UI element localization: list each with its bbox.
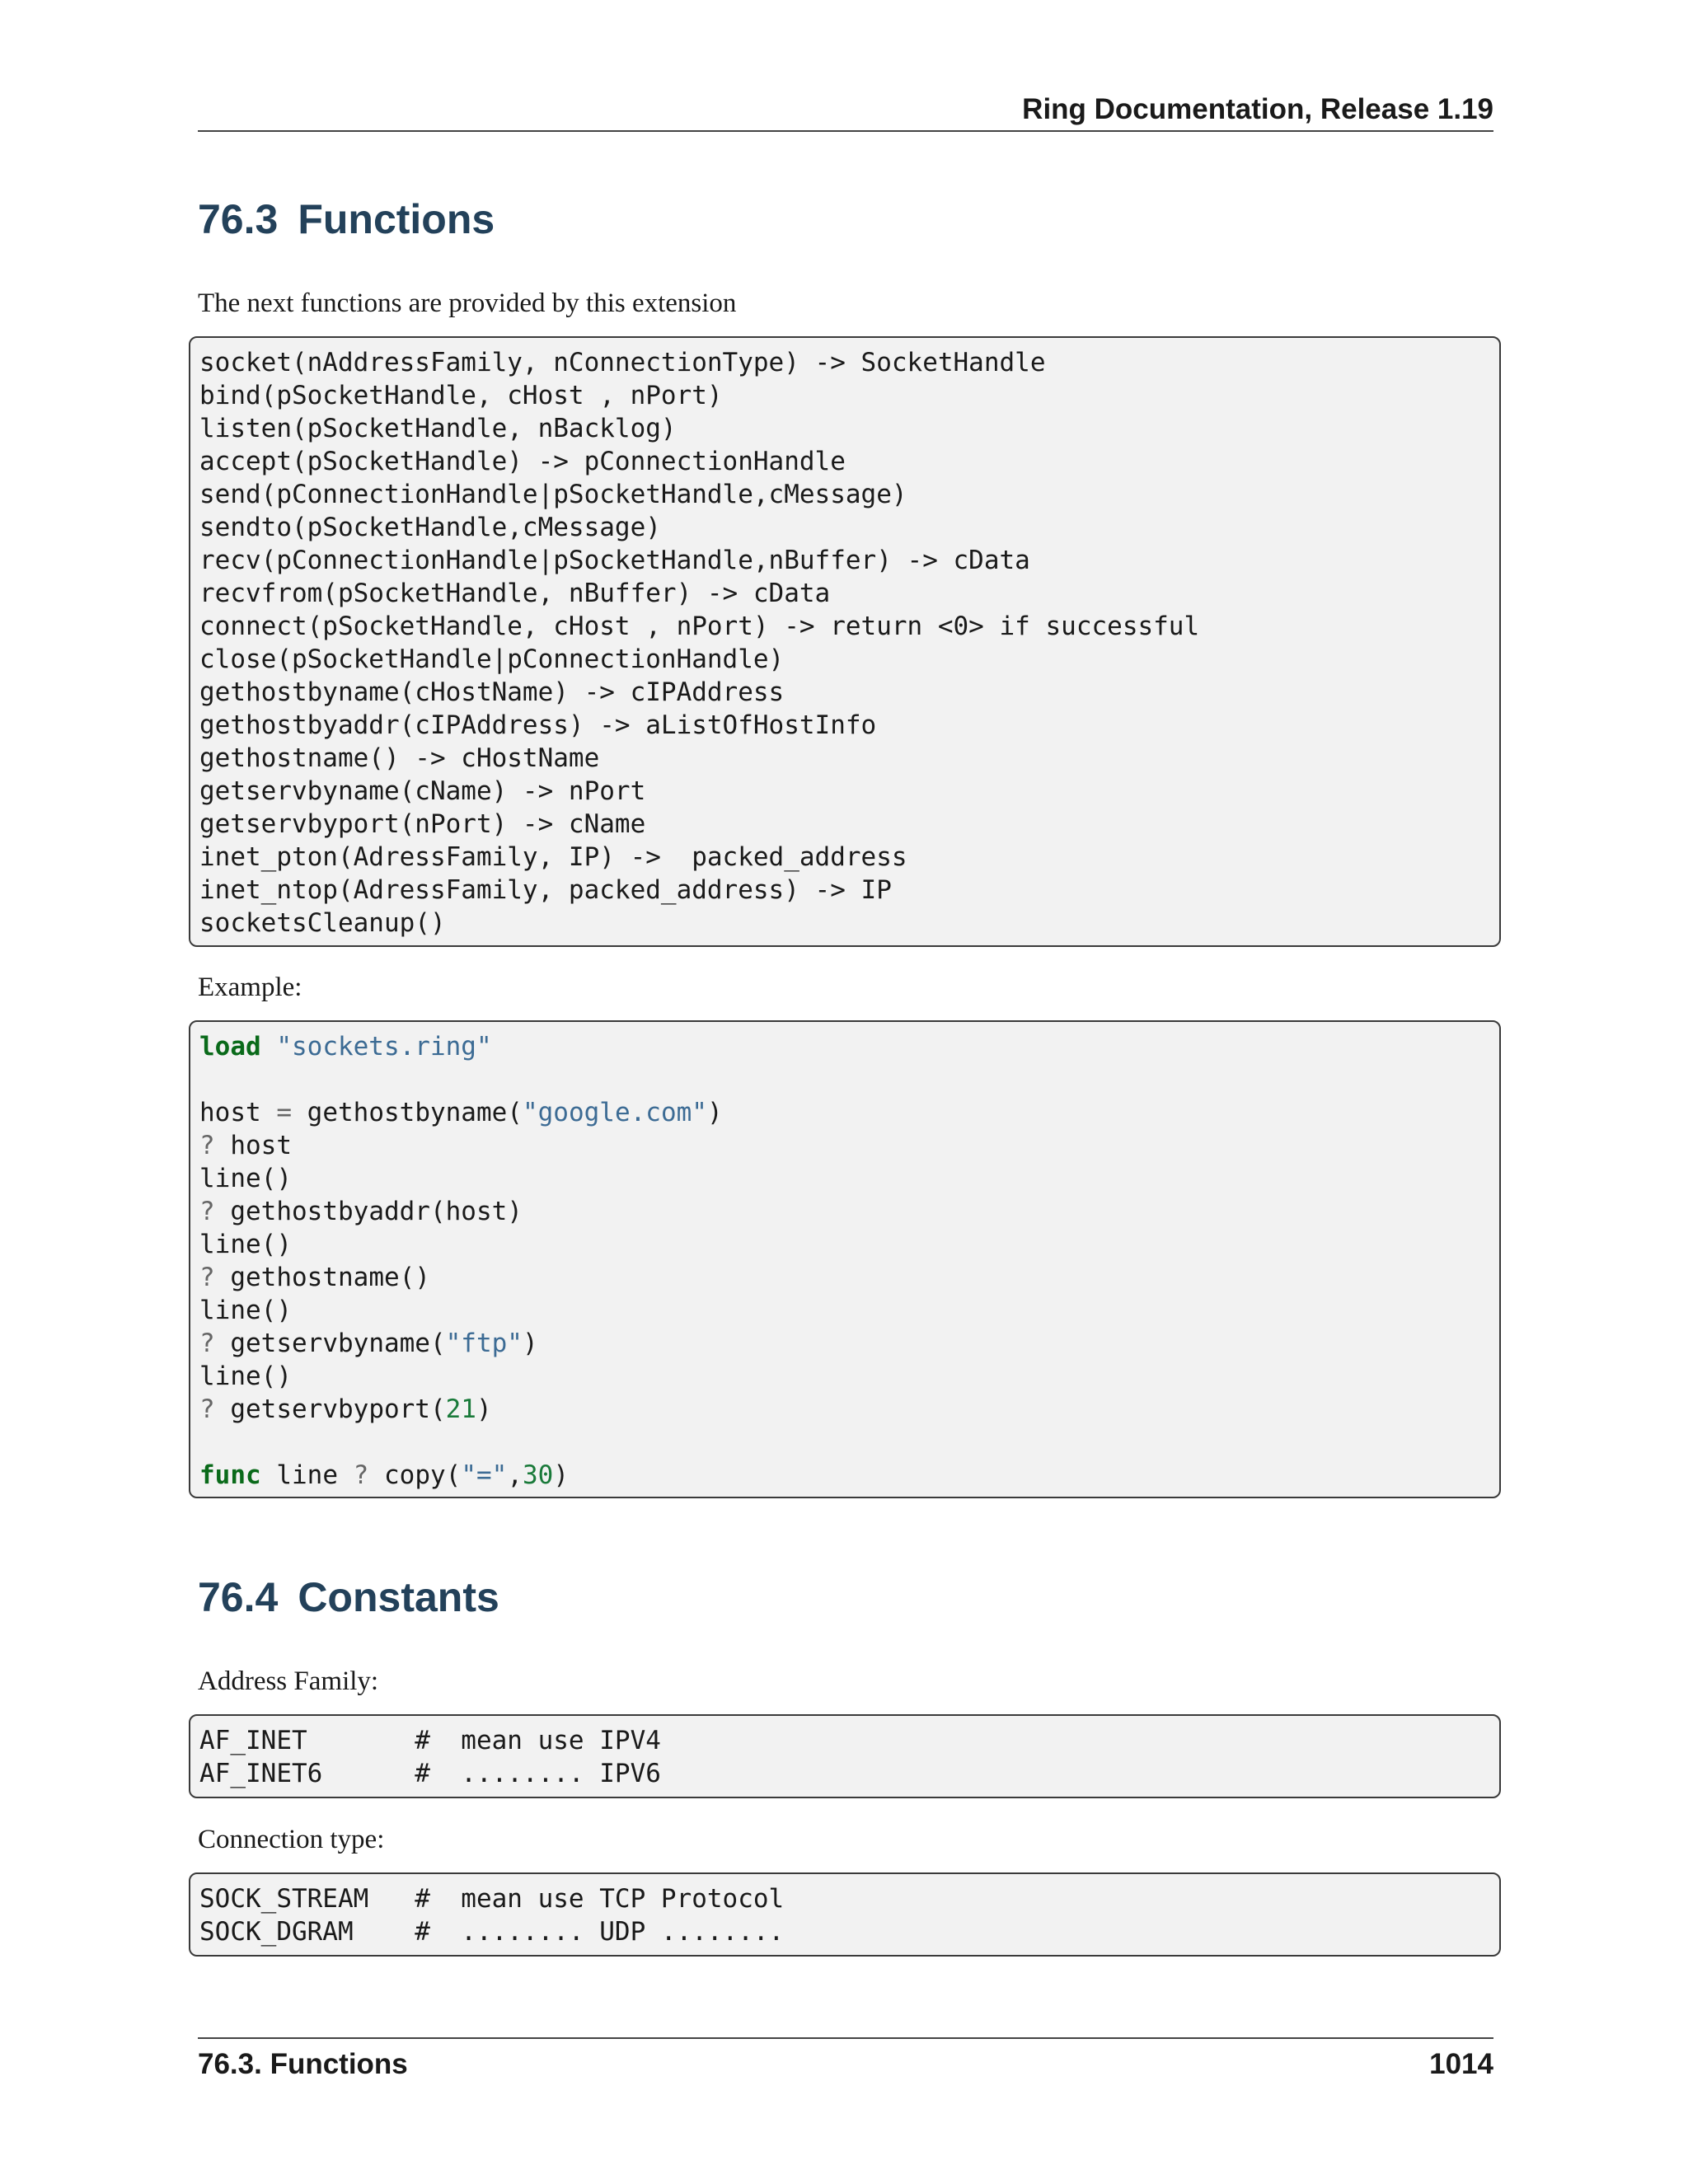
code-line: ? gethostname()	[199, 1263, 430, 1292]
code-line-blank	[199, 1063, 1499, 1096]
function-signature-line: sendto(pSocketHandle,cMessage)	[199, 513, 661, 542]
function-signature-line: recv(pConnectionHandle|pSocketHandle,nBuffer) -> cData	[199, 546, 1030, 575]
functions-intro: The next functions are provided by this extension	[198, 288, 737, 318]
constant-line: SOCK_DGRAM # ........ UDP ........	[199, 1917, 785, 1947]
section-heading-functions	[198, 194, 495, 244]
function-signature-line: send(pConnectionHandle|pSocketHandle,cMessage)	[199, 480, 907, 509]
example-code	[190, 1022, 1499, 1492]
function-signature-line: gethostbyname(cHostName) -> cIPAddress	[199, 677, 785, 707]
function-signature-line: inet_ntop(AdressFamily, packed_address) -> IP	[199, 875, 892, 905]
section-number: 76.3	[198, 196, 279, 242]
connection-type-block	[189, 1872, 1501, 1957]
constant-line: AF_INET # mean use IPV4	[199, 1726, 661, 1755]
code-line: line()	[199, 1361, 292, 1391]
code-line: line()	[199, 1230, 292, 1259]
function-signature-line: socket(nAddressFamily, nConnectionType) -> SocketHandle	[199, 348, 1046, 377]
constant-line: SOCK_STREAM # mean use TCP Protocol	[199, 1884, 785, 1914]
function-signatures-block	[189, 336, 1501, 947]
code-line: ? host	[199, 1131, 292, 1160]
function-signature-line: gethostname() -> cHostName	[199, 743, 600, 773]
page-footer	[198, 2037, 1493, 2085]
footer-section: 76.3. Functions	[198, 2048, 408, 2080]
constant-line: AF_INET6 # ........ IPV6	[199, 1759, 661, 1788]
connection-type-label: Connection type:	[198, 1825, 385, 1854]
code-line: host = gethostbyname("google.com")	[199, 1098, 723, 1127]
connection-type-code	[190, 1874, 1499, 1948]
function-signature-line: inet_pton(AdressFamily, IP) -> packed_address	[199, 842, 907, 872]
page-number: 1014	[1429, 2048, 1493, 2080]
section-title: Constants	[298, 1574, 499, 1620]
code-line: ? getservbyport(21)	[199, 1394, 492, 1424]
example-code-block	[189, 1020, 1501, 1498]
section-number: 76.4	[198, 1574, 279, 1620]
code-line: load "sockets.ring"	[199, 1032, 492, 1062]
document-title: Ring Documentation, Release 1.19	[1022, 93, 1493, 125]
address-family-code	[190, 1716, 1499, 1790]
function-signatures-code	[190, 338, 1499, 940]
address-family-block	[189, 1714, 1501, 1798]
page-header	[198, 89, 1493, 132]
code-line: line()	[199, 1296, 292, 1325]
function-signature-line: getservbyname(cName) -> nPort	[199, 776, 646, 806]
function-signature-line: getservbyport(nPort) -> cName	[199, 809, 646, 839]
example-label: Example:	[198, 972, 302, 1002]
code-line-blank	[199, 1426, 1499, 1459]
code-line: func line ? copy("=",30)	[199, 1460, 569, 1490]
address-family-label: Address Family:	[198, 1666, 379, 1696]
function-signature-line: gethostbyaddr(cIPAddress) -> aListOfHostInfo	[199, 710, 877, 740]
code-line: ? getservbyname("ftp")	[199, 1329, 538, 1358]
code-line: line()	[199, 1164, 292, 1193]
function-signature-line: listen(pSocketHandle, nBacklog)	[199, 414, 677, 443]
function-signature-line: bind(pSocketHandle, cHost , nPort)	[199, 381, 723, 410]
function-signature-line: accept(pSocketHandle) -> pConnectionHandle	[199, 447, 846, 476]
section-title: Functions	[298, 196, 495, 242]
section-heading-constants	[198, 1572, 499, 1622]
function-signature-line: connect(pSocketHandle, cHost , nPort) -> return <0> if successful	[199, 612, 1200, 641]
code-line: ? gethostbyaddr(host)	[199, 1197, 523, 1226]
function-signature-line: socketsCleanup()	[199, 908, 446, 938]
function-signature-line: recvfrom(pSocketHandle, nBuffer) -> cData	[199, 579, 831, 608]
function-signature-line: close(pSocketHandle|pConnectionHandle)	[199, 644, 785, 674]
